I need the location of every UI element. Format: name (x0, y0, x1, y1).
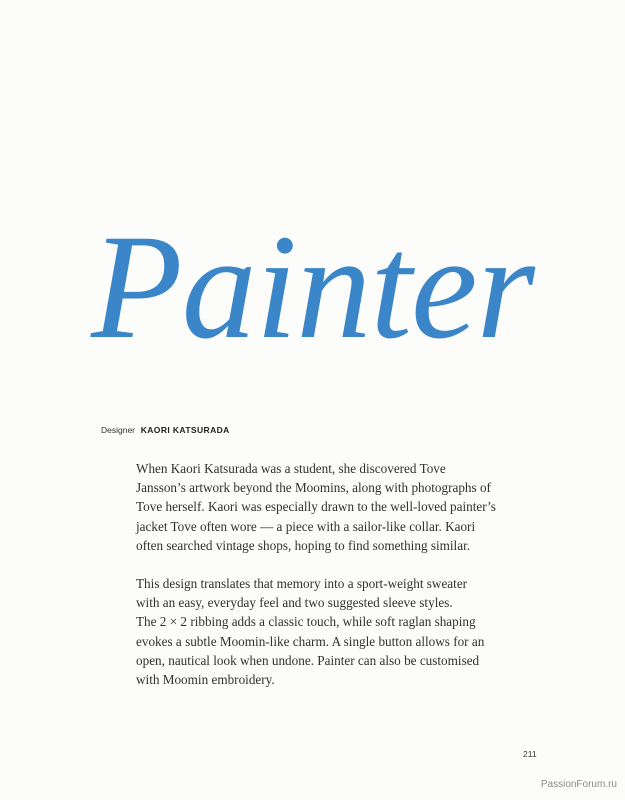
paragraph-2: This design translates that memory into a sport-weight sweater with an easy, everyday feel and two suggested sleeve styles. The 2 × 2 ribbing adds a classic touch, while soft raglan shaping evokes a subtle Moomin-like charm. A single button allows for an open, nautical look when undone. Painter can also be customised with Moomin embroidery. (136, 576, 485, 688)
credit-role: Designer (101, 425, 136, 435)
designer-credit (101, 424, 230, 437)
page-number: 211 (523, 749, 537, 759)
paragraph-1: When Kaori Katsurada was a student, she discovered Tove Jansson’s artwork beyond the Moomins, along with photographs of Tove herself. Kaori was especially drawn to the well-loved painter’s jacket Tove often wore — a piece with a sailor-like collar. Kaori often searched vintage shops, hoping to find something similar. (136, 461, 496, 553)
body-text (136, 459, 516, 708)
designer-name: KAORI KATSURADA (140, 425, 230, 435)
page-title: Painter (91, 204, 534, 370)
watermark: PassionForum.ru (540, 779, 617, 790)
